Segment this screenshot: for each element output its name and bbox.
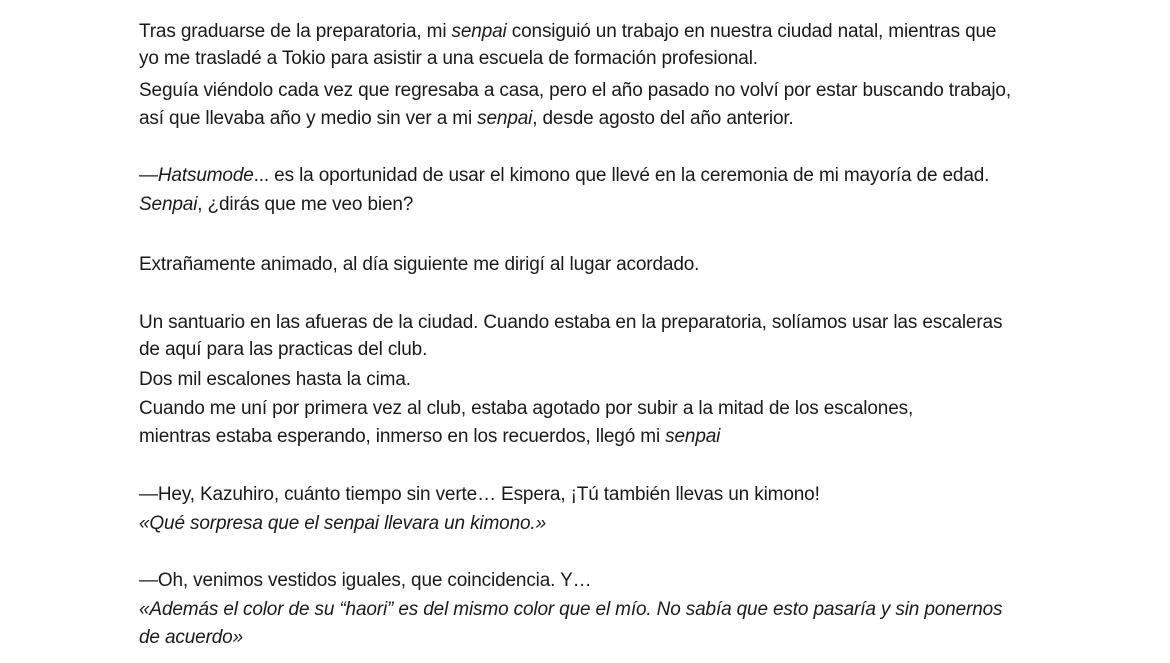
text-run: así que llevaba año y medio sin ver a mi [139,108,478,129]
text-run-italic: senpai [477,108,533,129]
text-run: Un santuario en las afueras de la ciudad. Cuando estaba en la preparatoria, solíamos usar las escaleras [139,312,1003,333]
text-run-italic: Hatsumode [157,165,254,186]
text-run: yo me trasladé a Tokio para asistir a una escuela de formación profesional. [139,48,758,69]
text-run: Tras graduarse de la preparatoria, mi [139,21,452,42]
paragraph-line [139,397,913,421]
paragraph-line [139,20,996,44]
text-run: de aquí para las practicas del club. [139,339,428,360]
paragraph-line [139,338,427,362]
text-run: , ¿dirás que me veo bien? [197,194,414,215]
paragraph-line [139,47,758,71]
text-run: —Hey, Kazuhiro, cuánto tiempo sin verte… Espera, ¡Tú también llevas un kimono! [139,484,820,505]
text-run: mientras estaba esperando, inmerso en los recuerdos, llegó mi [139,426,666,447]
paragraph-line [139,425,720,449]
text-run-italic: «Qué sorpresa que el senpai llevara un kimono.» [139,513,546,534]
text-run-italic: «Además el color de su “haori” es del mismo color que el mío. No sabía que esto pasaría y sin ponernos [139,599,1003,620]
text-run: —Oh, venimos vestidos iguales, que coincidencia. Y… [139,570,592,591]
paragraph-line [139,311,1002,335]
thought-line [139,598,1002,622]
text-run: Cuando me uní por primera vez al club, estaba agotado por subir a la mitad de los escalones, [139,398,914,419]
text-run: Extrañamente animado, al día siguiente me dirigí al lugar acordado. [139,254,700,275]
text-run: ... es la oportunidad de usar el kimono que llevé en la ceremonia de mi mayoría de edad. [253,165,990,186]
paragraph-line [139,79,1011,103]
text-run: Dos mil escalones hasta la cima. [139,369,411,390]
paragraph-line [139,368,411,392]
text-run-italic: Senpai [139,194,198,215]
thought-line [139,512,546,536]
dialogue-line [139,483,820,507]
text-run-italic: senpai [451,21,507,42]
text-run: , desde agosto del año anterior. [532,108,794,129]
text-run: Seguía viéndolo cada vez que regresaba a casa, pero el año pasado no volví por estar buscando trabajo, [139,80,1011,101]
paragraph-line [139,107,794,131]
dialogue-line [139,164,989,188]
text-run-italic: de acuerdo» [139,627,243,648]
dialogue-line [139,569,591,593]
text-run: consiguió un trabajo en nuestra ciudad natal, mientras que [506,21,997,42]
thought-line [139,626,243,650]
dialogue-line [139,193,413,217]
paragraph-line [139,253,699,277]
text-run-italic: senpai [665,426,721,447]
text-run: — [139,165,158,186]
